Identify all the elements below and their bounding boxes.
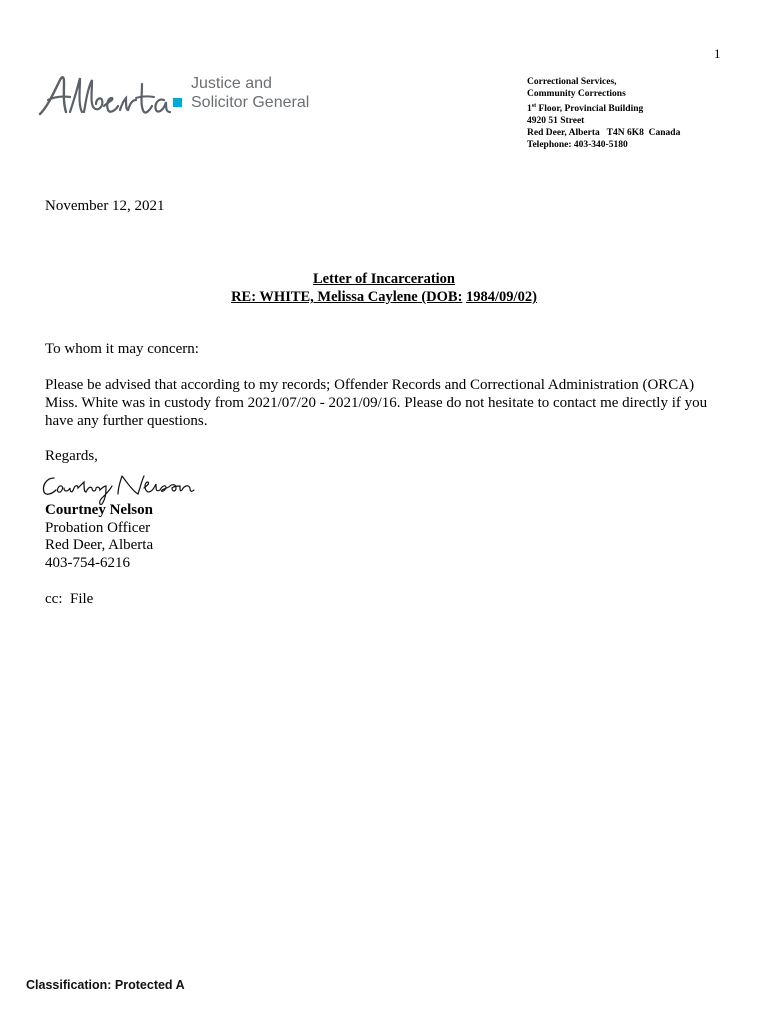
dob-value: 1984/09/02) xyxy=(466,289,537,305)
address-line-4: 4920 51 Street xyxy=(527,116,585,127)
address-line-2: Community Corrections xyxy=(527,89,626,99)
signer-title: Probation Officer xyxy=(45,519,151,536)
re-line: RE: WHITE, Melissa Caylene (DOB: xyxy=(231,289,463,305)
signer-block xyxy=(45,502,153,572)
address-line-5: Red Deer, Alberta T4N 6K8 Canada xyxy=(527,128,681,139)
alberta-wordmark-icon xyxy=(38,70,188,122)
signer-phone: 403-754-6216 xyxy=(45,554,130,571)
salutation: To whom it may concern: xyxy=(45,341,199,357)
address-line-1: Correctional Services, xyxy=(527,77,617,87)
classification-label: Classification: Protected A xyxy=(26,978,185,992)
letter-title-block xyxy=(0,270,768,306)
floor-ordinal: st xyxy=(531,103,537,109)
letter-date: November 12, 2021 xyxy=(45,198,165,214)
closing: Regards, xyxy=(45,448,98,464)
signer-name: Courtney Nelson xyxy=(45,502,153,518)
cc-line: cc: File xyxy=(45,591,94,607)
signer-location: Red Deer, Alberta xyxy=(45,537,154,553)
address-line-3 xyxy=(527,100,680,115)
alberta-logo xyxy=(38,70,338,122)
department-line-2: Solicitor General xyxy=(191,94,310,111)
building-name: Floor, Provincial Building xyxy=(536,104,644,115)
address-line-6: Telephone: 403-340-5180 xyxy=(527,140,628,151)
department-line-1: Justice and xyxy=(191,75,272,92)
page-number: 1 xyxy=(714,46,721,61)
office-address xyxy=(527,76,680,151)
letter-title: Letter of Incarceration xyxy=(313,271,455,287)
department-name xyxy=(191,74,309,112)
floor-number: 1 xyxy=(527,104,532,115)
letter-body: Please be advised that according to my records; Offender Records and Correctional Administration (ORCA) Miss. White was in custody from 2021/07/20 - 2021/09/16. Please do not hesitate to contact me directly if you have any further questions. xyxy=(45,377,708,429)
